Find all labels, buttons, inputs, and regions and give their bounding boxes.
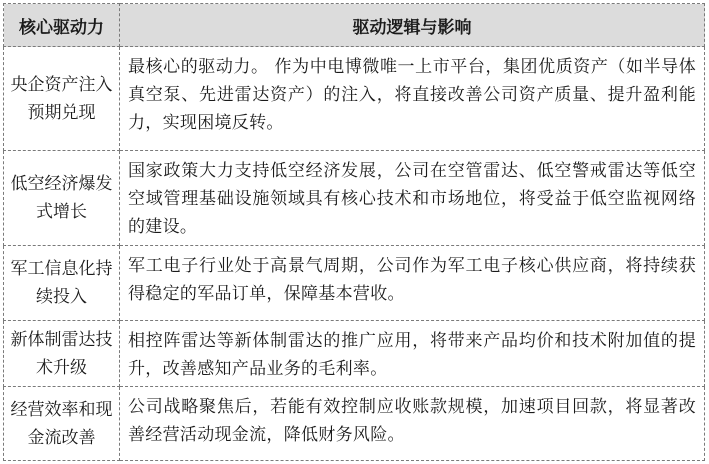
driver-cell: 新体制雷达技术升级 [4,321,120,387]
impact-cell: 军工电子行业处于高景气周期，公司作为军工电子核心供应商，将持续获得稳定的军品订单，保障基本营收。 [120,246,705,321]
table-row [4,321,705,387]
driver-cell: 军工信息化持续投入 [4,246,120,321]
drivers-table [3,3,705,461]
driver-cell: 央企资产注入预期兑现 [4,47,120,151]
impact-cell: 公司战略聚焦后，若能有效控制应收账款规模，加速项目回款，将显著改善经营活动现金流，降低财务风险。 [120,387,705,461]
impact-cell: 国家政策大力支持低空经济发展，公司在空管雷达、低空警戒雷达等低空空域管理基础设施领域具有核心技术和市场地位，将受益于低空监视网络的建设。 [120,151,705,246]
table-row [4,151,705,246]
table-row [4,47,705,151]
driver-cell: 经营效率和现金流改善 [4,387,120,461]
table-row [4,387,705,461]
header-driver: 核心驱动力 [4,4,120,47]
header-row [4,4,705,47]
table-row [4,246,705,321]
impact-cell: 相控阵雷达等新体制雷达的推广应用，将带来产品均价和技术附加值的提升，改善感知产品业务的毛利率。 [120,321,705,387]
driver-cell: 低空经济爆发式增长 [4,151,120,246]
header-impact: 驱动逻辑与影响 [120,4,705,47]
impact-cell: 最核心的驱动力。 作为中电博微唯一上市平台，集团优质资产（如半导体真空泵、先进雷达资产）的注入，将直接改善公司资产质量、提升盈利能力，实现困境反转。 [120,47,705,151]
